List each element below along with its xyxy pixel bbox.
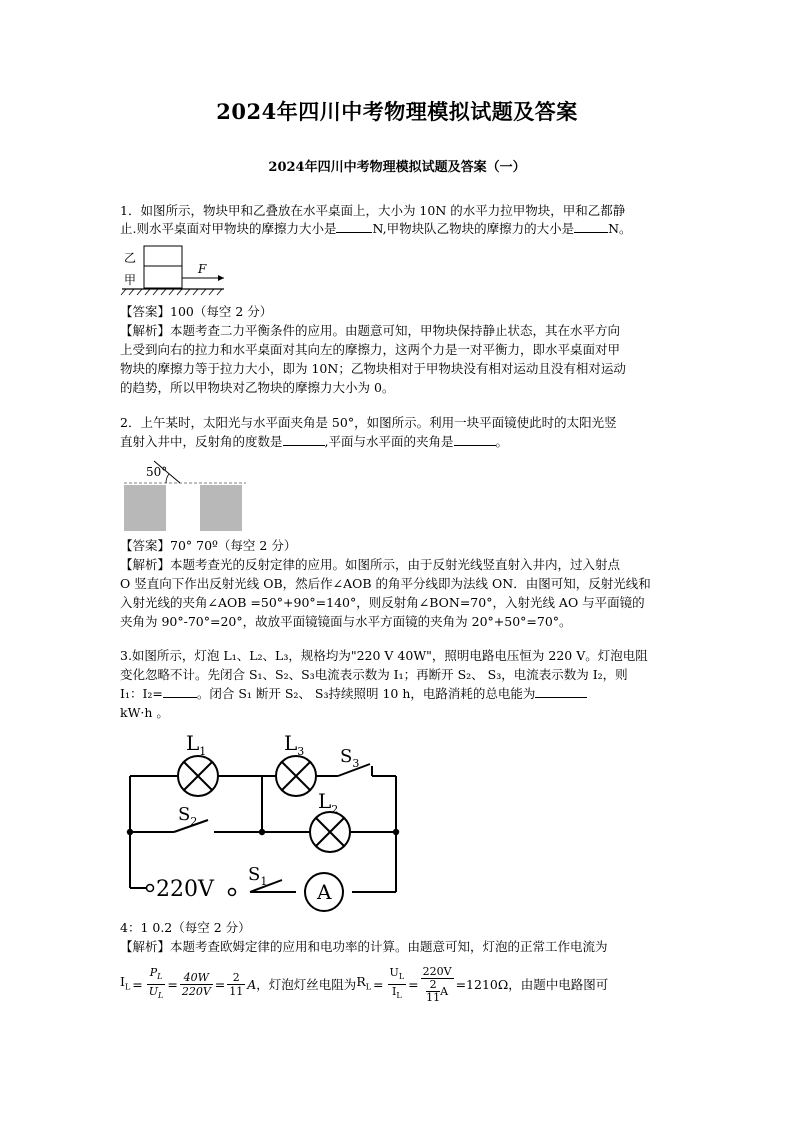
junction-dot-icon [259, 829, 265, 835]
q3-circuit-figure [120, 728, 410, 918]
q2-text-c: 。 [495, 434, 509, 449]
q2-analysis-4: 夹角为 90°-70°=20°，故放平面镜镜面与水平方面镜的夹角为 20°+50°=70°。 [120, 614, 572, 629]
q2-analysis-3: 入射光线的夹角∠AOB =50°+90°=140°，则反射角∠BON=70°，入射光线 AO 与平面镜的 [120, 595, 645, 610]
block-yi [144, 246, 182, 266]
terminal-icon [229, 889, 236, 896]
q3-answer: 4：1 0.2（每空 2 分） [120, 920, 251, 935]
q1-line1: 1．如图所示，物块甲和乙叠放在水平桌面上，大小为 10N 的水平力拉甲物块，甲和乙都静 [120, 203, 626, 218]
q2-line1: 2．上午某时，太阳光与水平面夹角是 50°，如图所示。利用一块平面镜使此时的太阳光竖 [120, 415, 617, 430]
q1-analysis-2: 上受到向右的拉力和水平桌面对其向左的摩擦力，这两个力是一对平衡力，即水平桌面对甲 [120, 342, 621, 357]
answer-blank [163, 685, 197, 698]
q2-answer: 【答案】70° 70º（每空 2 分） [120, 538, 297, 553]
q1-analysis-4: 的趋势，所以甲物块对乙物块的摩擦力大小为 0。 [120, 380, 395, 395]
ground-hatching [121, 289, 222, 295]
q1-text-a: 止.则水平桌面对甲物块的摩擦力大小是 [120, 221, 337, 236]
well-wall-right [200, 485, 242, 531]
label-s2: $S_2$ [178, 804, 198, 828]
answer-blank [535, 685, 587, 698]
junction-dot-icon [393, 829, 399, 835]
q3-formula: $I_L$ = $\frac{P_L}{U_L}$ = $\frac{40W}{220V}$ = $\frac{2}{11}$ A ，灯泡灯丝电阻为 $R_L$ = $\frac{U_L}{I_L}$ = 220V 2 11 A =1210Ω ，由题中电路图可 [120, 964, 609, 1004]
label-l3: $L_3$ [284, 731, 305, 758]
force-label: F [198, 262, 207, 276]
answer-blank [283, 433, 325, 446]
q1-answer: 【答案】100（每空 2 分） [120, 304, 273, 319]
answer-blank [574, 220, 608, 233]
label-ammeter: A [317, 880, 332, 904]
label-s3: $S_3$ [340, 746, 360, 770]
fraction-40w-220v: $\frac{40W}{220V}$ [181, 970, 211, 998]
label-l1: $L_1$ [186, 731, 207, 758]
q3-line2: 变化忽略不计。先闭合 S₁、S₂、S₃电流表示数为 I₁；再断开 S₂、 S₃，电流表示数为 I₂，则 [120, 667, 628, 682]
angle-label: 50° [146, 465, 168, 479]
q3-line4: kW·h 。 [120, 705, 169, 720]
fraction-220v-over-2-11a: 220V 2 11 A [422, 964, 452, 1004]
fraction-p-over-u: $\frac{P_L}{U_L}$ [148, 966, 164, 1000]
q3-text-a: I₁：I₂= [120, 686, 163, 701]
q3-text-b: 。闭合 S₁ 断开 S₂、 S₃持续照明 10 h，电路消耗的总电能为 [196, 686, 536, 701]
q2-text-a: 直射入井中，反射角的度数是 [120, 434, 283, 449]
label-source: 220V [156, 877, 214, 902]
q2-line2 [120, 432, 676, 451]
arrow-head-icon [218, 275, 224, 281]
q1-text-c: N。 [608, 221, 632, 236]
q2-analysis-2: O 竖直向下作出反射光线 OB，然后作∠AOB 的角平分线即为法线 ON．由图可知，反射光线和 [120, 576, 651, 591]
formula-result: =1210Ω [455, 976, 509, 992]
junction-dot-icon [127, 829, 133, 835]
block-jia [144, 266, 182, 288]
q3-line3 [120, 684, 676, 703]
document-title: 2024年四川中考物理模拟试题及答案 [216, 99, 578, 124]
q1-analysis-3: 物块的摩擦力等于拉力大小，即为 10N；乙物块相对于甲物块没有相对运动且没有相对运动 [120, 361, 626, 376]
q1-line2 [120, 219, 676, 238]
q1-block-figure [120, 242, 230, 298]
q2-text-b: ,平面与水平面的夹角是 [324, 434, 454, 449]
q3-analysis: 【解析】本题考查欧姆定律的应用和电功率的计算。由题意可知，灯泡的正常工作电流为 [120, 939, 608, 954]
unit-a: A [247, 976, 257, 992]
q2-well-figure [120, 457, 250, 535]
q1-text-b: N,甲物块队乙物块的摩擦力的大小是 [372, 221, 575, 236]
formula-i: $I_L$ [120, 973, 131, 992]
fraction-2-11: $\frac{2}{11}$ [229, 970, 244, 998]
q2-analysis-1: 【解析】本题考查光的反射定律的应用。如图所示，由于反射光线竖直射入井内，过入射点 [120, 557, 621, 572]
label-l2: $L_2$ [318, 789, 339, 816]
label-jia: 甲 [124, 273, 137, 287]
q1-analysis-1: 【解析】本题考查二力平衡条件的应用。由题意可知，甲物块保持静止状态，其在水平方向 [120, 323, 621, 338]
formula-r: $R_L$ [356, 973, 372, 992]
formula-mid-text: ，灯泡灯丝电阻为 [256, 976, 357, 992]
answer-blank [454, 433, 496, 446]
label-yi: 乙 [124, 251, 137, 265]
well-wall-left [124, 485, 166, 531]
section-title: 2024年四川中考物理模拟试题及答案（一） [268, 160, 526, 175]
terminal-icon [147, 885, 154, 892]
answer-blank [336, 220, 372, 233]
fraction-u-over-i: $\frac{U_L}{I_L}$ [389, 966, 405, 1000]
formula-tail: ，由题中电路图可 [508, 976, 609, 992]
label-s1: $S_1$ [248, 864, 268, 888]
q3-line1: 3.如图所示，灯泡 L₁、L₂、L₃，规格均为"220 V 40W"，照明电路电压恒为 220 V。灯泡电阻 [120, 648, 648, 663]
